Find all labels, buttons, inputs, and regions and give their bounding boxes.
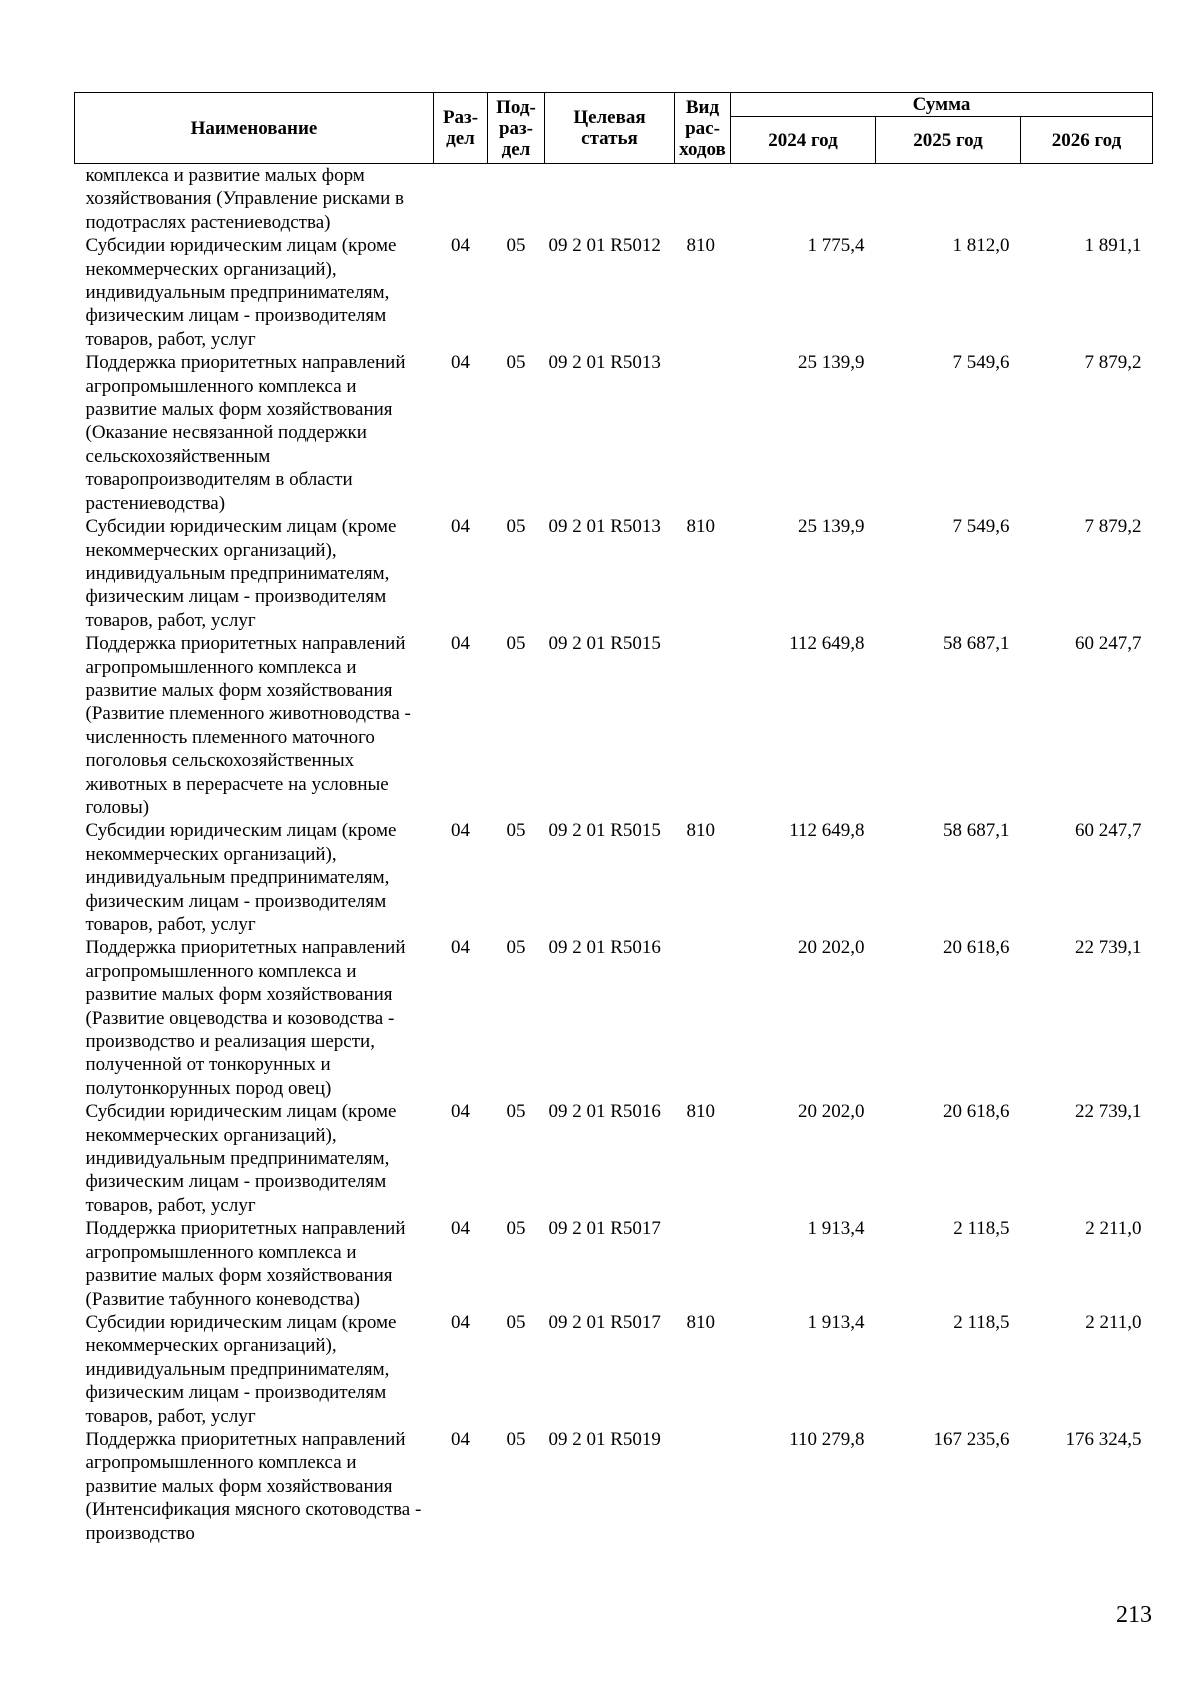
cell-razdel: 04	[451, 1311, 470, 1333]
cell-sum-2024: 20 202,0	[798, 937, 865, 959]
cell-sum-2025	[876, 164, 1021, 235]
cell-razdel: 04	[451, 820, 470, 842]
table-row	[75, 1100, 1153, 1217]
cell-razdel: 04	[451, 352, 470, 374]
cell-podrazdel: 05	[506, 1218, 526, 1240]
cell-expense-type	[675, 351, 731, 515]
cell-sum-2024: 1 913,4	[807, 1218, 865, 1240]
cell-sum-2026: 176 324,5	[1065, 1428, 1142, 1450]
cell-target-article: 09 2 01 R5019	[548, 1428, 661, 1450]
cell-podrazdel: 05	[506, 516, 526, 538]
cell-sum-2026: 60 247,7	[1075, 633, 1142, 655]
cell-name: Поддержка приоритетных направлений агропромышленного комплекса и развитие малых форм хозяйствования (Развитие племенного животноводства - численность племенного маточного поголовья сельскохозяйственных животных в перерасчете на условные головы)	[85, 633, 411, 818]
table-row	[75, 819, 1153, 936]
table-body	[75, 164, 1153, 1545]
cell-target-article: 09 2 01 R5015	[548, 633, 661, 655]
cell-podrazdel: 05	[506, 820, 526, 842]
cell-target-article: 09 2 01 R5016	[548, 937, 661, 959]
cell-sum-2025: 20 618,6	[943, 1101, 1010, 1123]
table-row	[75, 936, 1153, 1100]
cell-sum-2024	[731, 164, 876, 235]
cell-expense-type	[675, 1428, 731, 1545]
cell-sum-2026: 7 879,2	[1084, 516, 1142, 538]
cell-sum-2024: 25 139,9	[798, 352, 865, 374]
cell-sum-2026	[1021, 164, 1153, 235]
table-row	[75, 1428, 1153, 1545]
header-name: Наименование	[75, 93, 434, 164]
header-sum: Сумма	[731, 93, 1153, 117]
cell-expense-type	[675, 936, 731, 1100]
cell-expense-type: 810	[686, 820, 715, 842]
cell-sum-2024: 25 139,9	[798, 516, 865, 538]
cell-razdel: 04	[451, 1428, 470, 1450]
cell-expense-type: 810	[686, 516, 715, 538]
cell-podrazdel: 05	[506, 1311, 526, 1333]
cell-target-article: 09 2 01 R5016	[548, 1101, 661, 1123]
cell-sum-2024: 1 775,4	[807, 235, 865, 257]
budget-table	[74, 92, 1153, 1545]
table-row	[75, 164, 1153, 235]
cell-sum-2026: 60 247,7	[1075, 820, 1142, 842]
cell-sum-2025: 167 235,6	[933, 1428, 1010, 1450]
cell-target-article: 09 2 01 R5017	[548, 1311, 661, 1333]
cell-name: комплекса и развитие малых форм хозяйствования (Управление рисками в подотраслях растениеводства)	[85, 165, 405, 233]
table-row	[75, 351, 1153, 515]
cell-name: Субсидии юридическим лицам (кроме некоммерческих организаций), индивидуальным предпринимателям, физическим лицам - производителям товаров, работ, услуг	[85, 235, 397, 350]
cell-podrazdel: 05	[506, 1428, 526, 1450]
cell-target-article: 09 2 01 R5015	[548, 820, 661, 842]
cell-sum-2025: 2 118,5	[953, 1218, 1010, 1240]
cell-podrazdel: 05	[506, 235, 526, 257]
cell-sum-2026: 22 739,1	[1075, 937, 1142, 959]
cell-name: Поддержка приоритетных направлений агропромышленного комплекса и развитие малых форм хозяйствования (Развитие табунного коневодства)	[85, 1218, 406, 1310]
cell-sum-2026: 7 879,2	[1084, 352, 1142, 374]
header-year-2024: 2024 год	[731, 117, 876, 164]
cell-sum-2026: 2 211,0	[1085, 1311, 1142, 1333]
cell-sum-2026: 2 211,0	[1085, 1218, 1142, 1240]
table-row	[75, 1311, 1153, 1428]
cell-sum-2025: 2 118,5	[953, 1311, 1010, 1333]
cell-sum-2024: 20 202,0	[798, 1101, 865, 1123]
cell-name: Поддержка приоритетных направлений агропромышленного комплекса и развитие малых форм хозяйствования (Развитие овцеводства и козоводства - производство и реализация шерсти, полученной от тонкорунных и полутонкорунных пород овец)	[85, 937, 406, 1099]
cell-sum-2026: 1 891,1	[1084, 235, 1142, 257]
cell-podrazdel	[488, 164, 545, 235]
cell-sum-2025: 58 687,1	[943, 633, 1010, 655]
header-year-2026: 2026 год	[1021, 117, 1153, 164]
cell-sum-2024: 1 913,4	[807, 1311, 865, 1333]
header-target: Целевая статья	[545, 93, 675, 164]
cell-name: Поддержка приоритетных направлений агропромышленного комплекса и развитие малых форм хозяйствования (Интенсификация мясного скотоводства - производство	[85, 1428, 422, 1544]
header-year-2025: 2025 год	[876, 117, 1021, 164]
cell-target-article: 09 2 01 R5013	[548, 516, 661, 538]
cell-podrazdel: 05	[506, 937, 526, 959]
cell-target-article: 09 2 01 R5013	[548, 352, 661, 374]
header-vid: Вид рас- ходов	[675, 93, 731, 164]
cell-name: Поддержка приоритетных направлений агропромышленного комплекса и развитие малых форм хозяйствования (Оказание несвязанной поддержки сельскохозяйственным товаропроизводителям в области растениеводства)	[85, 352, 406, 514]
cell-podrazdel: 05	[506, 352, 526, 374]
table-row	[75, 234, 1153, 351]
cell-razdel: 04	[451, 235, 470, 257]
table-header	[75, 93, 1153, 164]
table-row	[75, 632, 1153, 819]
cell-expense-type: 810	[686, 1311, 715, 1333]
cell-sum-2025: 7 549,6	[952, 516, 1010, 538]
cell-expense-type: 810	[686, 1101, 715, 1123]
header-podrazdel: Под- раз- дел	[488, 93, 545, 164]
cell-sum-2024: 110 279,8	[789, 1428, 865, 1450]
cell-expense-type	[675, 632, 731, 819]
table-row	[75, 515, 1153, 632]
cell-target-article: 09 2 01 R5012	[548, 235, 661, 257]
cell-target-article	[545, 164, 675, 235]
cell-razdel: 04	[451, 633, 470, 655]
cell-podrazdel: 05	[506, 633, 526, 655]
cell-sum-2025: 20 618,6	[943, 937, 1010, 959]
cell-razdel: 04	[451, 1218, 470, 1240]
cell-name: Субсидии юридическим лицам (кроме некоммерческих организаций), индивидуальным предпринимателям, физическим лицам - производителям товаров, работ, услуг	[85, 516, 397, 631]
cell-expense-type: 810	[686, 235, 715, 257]
cell-name: Субсидии юридическим лицам (кроме некоммерческих организаций), индивидуальным предпринимателям, физическим лицам - производителям товаров, работ, услуг	[85, 820, 397, 935]
cell-target-article: 09 2 01 R5017	[548, 1218, 661, 1240]
cell-sum-2024: 112 649,8	[789, 633, 865, 655]
cell-sum-2025: 58 687,1	[943, 820, 1010, 842]
cell-sum-2025: 1 812,0	[952, 235, 1010, 257]
table-row	[75, 1217, 1153, 1311]
cell-expense-type	[675, 1217, 731, 1311]
cell-sum-2026: 22 739,1	[1075, 1101, 1142, 1123]
cell-podrazdel: 05	[506, 1101, 526, 1123]
cell-sum-2024: 112 649,8	[789, 820, 865, 842]
cell-razdel: 04	[451, 516, 470, 538]
cell-expense-type	[675, 164, 731, 235]
header-razdel: Раз- дел	[434, 93, 488, 164]
cell-sum-2025: 7 549,6	[952, 352, 1010, 374]
cell-name: Субсидии юридическим лицам (кроме некоммерческих организаций), индивидуальным предпринимателям, физическим лицам - производителям товаров, работ, услуг	[85, 1311, 397, 1427]
cell-razdel	[434, 164, 488, 235]
cell-name: Субсидии юридическим лицам (кроме некоммерческих организаций), индивидуальным предпринимателям, физическим лицам - производителям товаров, работ, услуг	[85, 1101, 397, 1216]
cell-razdel: 04	[451, 1101, 470, 1123]
page-number: 213	[1116, 1602, 1152, 1628]
cell-razdel: 04	[451, 937, 470, 959]
